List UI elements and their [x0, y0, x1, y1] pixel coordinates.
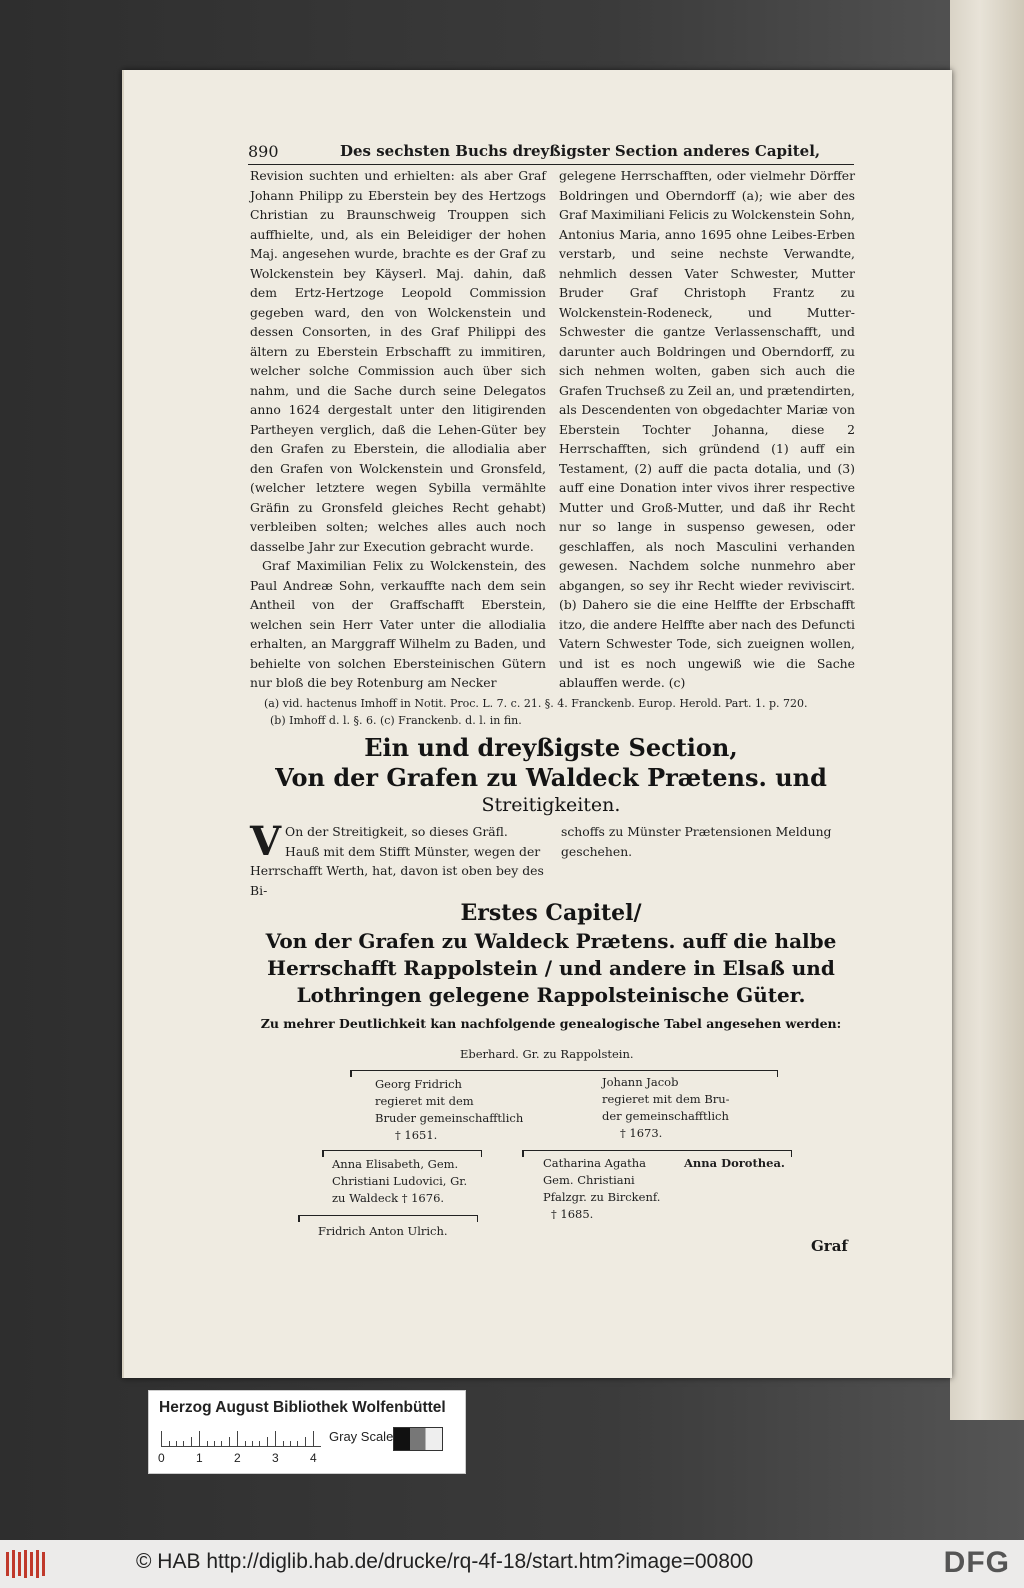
- source-url[interactable]: © HAB http://diglib.hab.de/drucke/rq-4f-18/start.htm?image=00800: [136, 1550, 754, 1573]
- genealogy-root: Eberhard. Gr. zu Rappolstein.: [460, 1047, 634, 1061]
- footnotes: [264, 695, 856, 729]
- section-intro-left: [250, 818, 546, 900]
- grayscale-swatch: [393, 1427, 443, 1451]
- page-number: 890: [248, 142, 279, 161]
- genealogy-person: Fridrich Anton Ulrich.: [318, 1224, 448, 1238]
- genealogy-person: Catharina Agatha Gem. Christiani Pfalzgr. zu Birckenf. † 1685.: [543, 1156, 661, 1221]
- left-column: [250, 166, 546, 693]
- footnote-line: (a) vid. hactenus Imhoff in Notit. Proc. L. 7. c. 21. §. 4. Franckenb. Europ. Herold. Part. 1. p. 720.: [264, 697, 808, 710]
- adjacent-page-edge: [950, 0, 1024, 1420]
- right-column: [559, 166, 855, 693]
- section-heading-line: Streitigkeiten.: [481, 794, 621, 816]
- intro-text: schoffs zu Münster Prætensionen Meldung geschehen.: [561, 824, 832, 859]
- section-heading: [248, 733, 854, 817]
- chapter-heading: [246, 898, 856, 1033]
- scale-number: 4: [310, 1451, 317, 1465]
- grayscale-label: Gray Scale: [329, 1429, 394, 1444]
- scale-number: 1: [196, 1451, 203, 1465]
- scale-number: 0: [158, 1451, 165, 1465]
- paragraph: gelegene Herrschafften, oder vielmehr Dörffer Boldringen und Oberndorff (a); wie aber des Graf Maximiliani Felicis zu Wolckenstein Sohn, Antonius Maria, anno 1695 ohne Leibes-Erben verstarb, und seine nechste Verwandte, nehmlich dessen Vater Schwester, Mutter Bruder Graf Christoph Frantz zu Wolckenstein-Rodeneck, und Mutter-Schwester die gantze Verlassenschafft, und darunter auch Boldringen und Oberndorff, zu sich nehmen wolten, gaben sich auch die Grafen Truchseß zu Zeil an, und prætendirten, als Descendenten von obgedachter Mariæ von Eberstein Tochter Johanna, diese 2 Herrschafften, sich gründend (1) auff ein Testament, (2) auff die pacta dotalia, und (3) auff eine Donation inter vivos ihrer respective Mutter und Groß-Mutter, und daß ihr Recht nur so lange in suspenso gewesen, oder geschlaffen, als noch Masculini verhanden gewesen. Nachdem solche nunmehro aber abgangen, so sey ihr Recht wieder reviviscirt. (b) Dahero sie die eine Helffte der Erbschafft itzo, die andere Helffte aber nach des Defuncti Vatern Schwester Tode, sich zueignen wollen, und ist es noch ungewiß wie die Sache ablauffen werde. (c): [559, 168, 855, 690]
- paragraph: Revision suchten und erhielten: als aber Graf Johann Philipp zu Eberstein bey des Hertzogs Christian zu Braunschweig Trouppen sich auffhielte, und, als ein Beleidiger der hohen Maj. angesehen wurde, brachte es der Graf zu Wolckenstein bey Käyserl. Maj. dahin, daß dem Ertz-Hertzoge Leopold Commission gegeben ward, den von Wolckenstein und dessen Consorten, in des Graf Philippi des ältern zu Eberstein Erbschafft zu immitiren, welcher solche Commission auch über sich nahm, und die Sache durch seine Delegatos anno 1624 dergestalt unter den litigirenden Partheyen verglich, daß die Lehen-Güter bey den Grafen zu Eberstein, die allodialia aber den Grafen von Wolckenstein und Gronsfeld, (welcher letztere wegen Sybilla vermählte Gräfin zu Gronsfeld gleiches Recht gehabt) verbleiben solten; welches alles auch noch dasselbe Jahr zur Execution gebracht wurde.: [250, 168, 546, 554]
- genealogy-person: Anna Dorothea.: [684, 1156, 785, 1170]
- chapter-number: Erstes Capitel/: [460, 900, 642, 926]
- catchword: Graf: [811, 1237, 848, 1255]
- footnote-line: (b) Imhoff d. l. §. 6. (c) Franckenb. d. l. in fin.: [270, 714, 522, 727]
- genealogy-person: Georg Fridrich regieret mit dem Bruder gemeinschafftlich † 1651.: [375, 1077, 524, 1142]
- running-title: Des sechsten Buchs dreyßigster Section anderes Capitel,: [340, 142, 821, 160]
- section-heading-line: Von der Grafen zu Waldeck Prætens. und: [275, 763, 827, 792]
- chapter-title: Von der Grafen zu Waldeck Prætens. auff die halbe Herrschafft Rappolstein / und andere in Elsaß und Lothringen gelegene Rappolsteinische Güter.: [265, 929, 837, 1007]
- scale-number: 2: [234, 1451, 241, 1465]
- section-heading-line: Ein und dreyßigste Section,: [364, 733, 738, 762]
- hab-logo-icon: [4, 1548, 48, 1580]
- running-header: [248, 142, 854, 165]
- genealogy-person: Johann Jacob regieret mit dem Bru- der gemeinschafftlich † 1673.: [602, 1075, 730, 1140]
- scale-number: 3: [272, 1451, 279, 1465]
- genealogy-person: Anna Elisabeth, Gem. Christiani Ludovici, Gr. zu Waldeck † 1676.: [332, 1157, 468, 1205]
- intro-text: On der Streitigkeit, so dieses Gräfl. Hauß mit dem Stifft Münster, wegen der Herrschafft Werth, hat, davon ist oben bey des Bi-: [250, 824, 544, 898]
- chapter-note: Zu mehrer Deutlichkeit kan nachfolgende genealogische Tabel angesehen werden:: [260, 1016, 842, 1031]
- scale-ruler: [161, 1425, 321, 1447]
- viewer-footer: [0, 1540, 1024, 1588]
- genealogy-bracket: [298, 1215, 478, 1222]
- drop-cap: V: [250, 818, 282, 865]
- paragraph: Graf Maximilian Felix zu Wolckenstein, des Paul Andreæ Sohn, verkauffte nach dem sein Antheil von der Graffschafft Eberstein, welchen sein Herr Vater unter die allodialia erhalten, an Marggraff Wilhelm zu Baden, und behielte von solchen Ebersteinischen Gütern nur bloß die bey Rotenburg am Necker: [250, 558, 546, 690]
- color-reference-card: [148, 1390, 466, 1474]
- dfg-logo: DFG: [943, 1546, 1010, 1579]
- section-intro-right: [561, 822, 857, 861]
- library-name: Herzog August Bibliothek Wolfenbüttel: [159, 1399, 446, 1416]
